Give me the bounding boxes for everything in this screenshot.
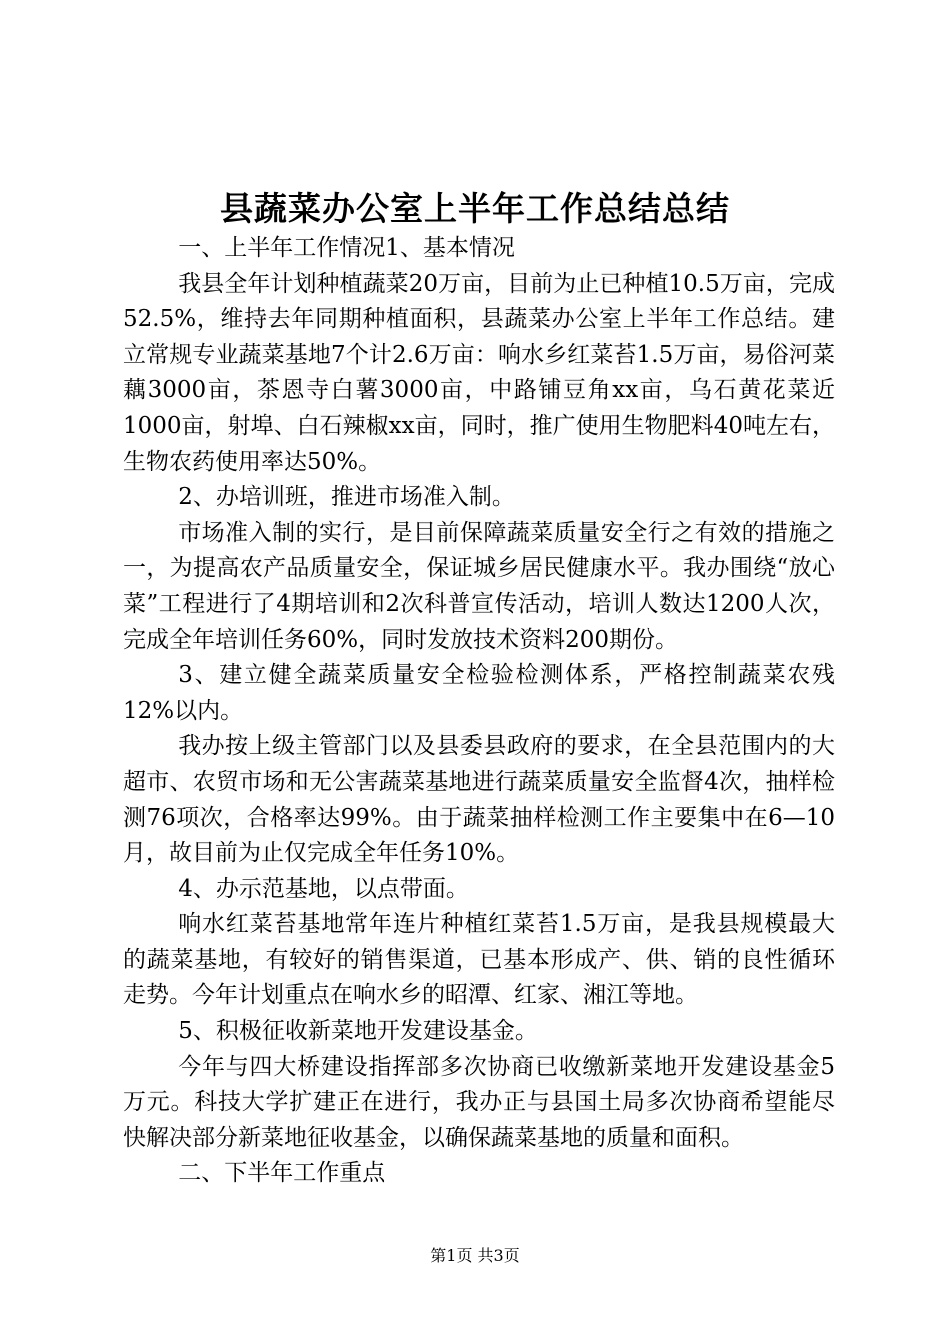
page-footer: 第1页 共3页 bbox=[430, 1246, 520, 1265]
document-title: 县蔬菜办公室上半年工作总结总结 bbox=[220, 189, 730, 228]
paragraph-training: 市场准入制的实行，是目前保障蔬菜质量安全行之有效的措施之一，为提高农产品质量安全，保证城乡居民健康水平。我办围绕“放心菜”工程进行了4期培训和2次科普宣传活动，培训人数达1200人次，完成全年培训任务60%，同时发放技术资料200期份。 bbox=[123, 519, 835, 653]
subheading-fund: 5、积极征收新菜地开发建设基金。 bbox=[178, 1018, 538, 1045]
subheading-demo-base: 4、办示范基地，以点带面。 bbox=[178, 875, 469, 902]
subheading-training: 2、办培训班，推进市场准入制。 bbox=[178, 484, 515, 511]
section-heading-second-half: 二、下半年工作重点 bbox=[178, 1160, 386, 1187]
section-heading-first-half: 一、上半年工作情况1、基本情况 bbox=[178, 235, 515, 261]
paragraph-inspection: 我办按上级主管部门以及县委县政府的要求，在全县范围内的大超市、农贸市场和无公害蔬菜基地进行蔬菜质量安全监督4次，抽样检测76项次，合格率达99%。由于蔬菜抽样检测工作主要集中在6—10月，故目前为止仅完成全年任务10%。 bbox=[123, 733, 835, 867]
document-body bbox=[123, 231, 835, 1192]
paragraph-fund: 今年与四大桥建设指挥部多次协商已收缴新菜地开发建设基金5万元。科技大学扩建正在进行，我办正与县国土局多次协商希望能尽快解决部分新菜地征收基金，以确保蔬菜基地的质量和面积。 bbox=[123, 1053, 835, 1151]
paragraph-demo-base: 响水红菜苔基地常年连片种植红菜苔1.5万亩，是我县规模最大的蔬菜基地，有较好的销售渠道，已基本形成产、供、销的良性循环走势。今年计划重点在响水乡的昭潭、红家、湘江等地。 bbox=[123, 911, 835, 1009]
subheading-inspection: 3、建立健全蔬菜质量安全检验检测体系，严格控制蔬菜农残12%以内。 bbox=[123, 662, 835, 724]
paragraph-basic-situation: 我县全年计划种植蔬菜20万亩，目前为止已种植10.5万亩，完成52.5%，维持去年同期种植面积，县蔬菜办公室上半年工作总结。建立常规专业蔬菜基地7个计2.6万亩：响水乡红菜苔1.5万亩，易俗河菜藕3000亩，茶恩寺白薯3000亩，中路铺豆角xx亩，乌石黄花菜近1000亩，射埠、白石辣椒xx亩，同时，推广使用生物肥料40吨左右，生物农药使用率达50%。 bbox=[123, 270, 835, 475]
